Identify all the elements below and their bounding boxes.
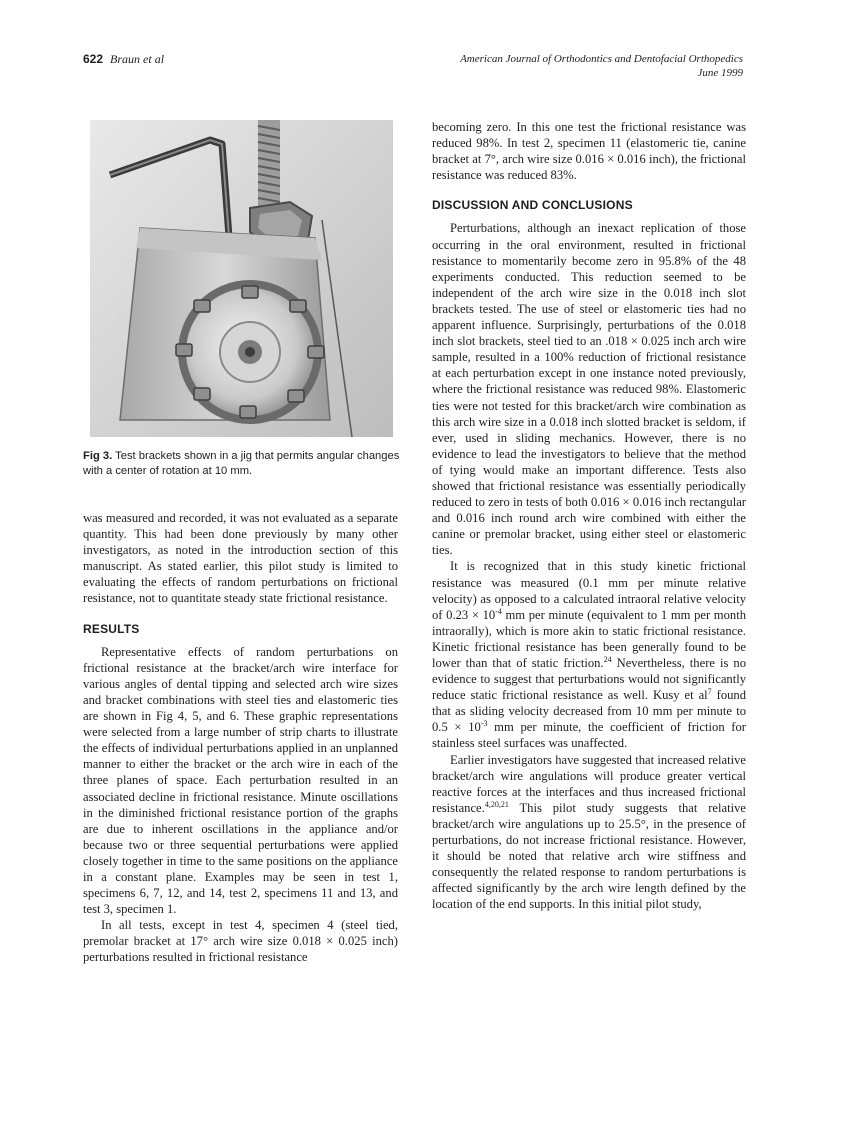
text-run: Earlier investigators have suggested that increased relative bracket/arch wire angulations will produce greater vertical reactive forces at the interfaces and thus increased frictional resistance. [432,752,746,815]
results-paragraph-1: Representative effects of random perturbations on frictional resistance at the bracket/arch wire interface for various angles of dental tipping and selected arch wire sizes and bracket combinations with steel ties and elastomeric ties are shown in Fig 4, 5, and 6. These graphic representations were selected from a large number of strip charts to illustrate the effects of individual perturbations applied in an unplanned manner to either the bracket or the arch wire in each of the three planes of space. Each perturbation resulted in an associated decline in frictional resistance. Minute oscillations in the diminished frictional resistance portion of the graphs are due to inherent oscillations in the appliance and/or because two or three sequential perturbations were applied closely together in time to the same positions on the appliance in a constant plane. Examples may be seen in test 1, specimens 6, 7, 12, and 14, test 2, specimens 11 and 13, and test 3, specimen 1. [83,644,398,917]
text-run: This pilot study suggests that relative bracket/arch wire angulations up to 25.5°, in the presence of perturbations, do not increase frictional resistance. However, it should be noted that relative arch wire stiffness and consequently the related response to random perturbations is affected significantly by the arch wire length defined by the location of the end supports. In this initial pilot study, [432,800,746,912]
figure-caption [83,449,403,479]
text-run: mm per minute, the coefficient of friction for stainless steel surfaces was unaffected. [432,720,746,751]
reference-citation: 24 [603,654,612,664]
running-header-right [460,52,743,80]
text-run: found that as sliding velocity decreased from 10 mm per minute to 0.5 × 10 [432,688,747,735]
page-number: 622 [83,52,104,66]
left-paragraph-1: was measured and recorded, it was not evaluated as a separate quantity. This had been done previously by many other investigators, as noted in the introduction section of this manuscript. As stated earlier, this pilot study is limited to evaluating the effects of random perturbations on frictional resistance, not to quantitate steady state frictional resistance. [83,511,398,606]
discussion-paragraph-2 [432,558,746,751]
issue-date: June 1999 [697,67,743,79]
running-header-left [83,52,164,67]
text-run: It is recognized that in this study kinetic frictional resistance was measured (0.1 mm per minute relative velocity) as opposed to a calculated intraoral relative velocity of 0.23 × 10 [432,559,746,622]
results-heading: RESULTS [83,621,140,636]
left-column [83,510,398,966]
text-run: Nevertheless, there is no evidence to suggest that perturbations would not significantly reduce static frictional resistance as well. Kusy et al [432,656,746,703]
running-authors: Braun et al [110,52,165,66]
discussion-paragraph-3 [432,752,746,913]
text-run: mm per minute (equivalent to 1 mm per month intraorally), which is more akin to static frictional resistance. Kinetic frictional resistance has been generally found to be lower than that of static friction. [432,607,746,670]
figure-caption-text: Test brackets shown in a jig that permits angular changes with a center of rotation at 10 mm. [83,450,400,477]
figure-photo [90,120,393,437]
reference-citation: 7 [707,687,712,696]
discussion-heading: DISCUSSION AND CONCLUSIONS [432,198,633,213]
figure-label: Fig 3. [83,450,113,462]
journal-title: American Journal of Orthodontics and Dentofacial Orthopedics [460,53,743,65]
exponent: -3 [480,719,488,729]
results-paragraph-2: In all tests, except in test 4, specimen 4 (steel tied, premolar bracket at 17° arch wire size 0.018 × 0.025 inch) perturbations resulted in frictional resistance [83,918,398,965]
discussion-paragraph-1: Perturbations, although an inexact replication of those occurring in the oral environment, resulted in frictional resistance to momentarily become zero in 95.8% of the 48 experiments conducted. This reduction seemed to be independent of the arch wire size in the 0.018 inch slot brackets tested. The use of steel or elastomeric ties had no apparent influence. Surprisingly, perturbations of the 0.018 inch slot brackets, steel tied to an .018 × 0.025 inch arch wire sample, resulted in a 100% reduction of frictional resistance at each perturbation except in one instance noted previously, where the frictional resistance was reduced 98%. Elastomeric ties were not tested for this bracket/arch wire combination as this arch wire size in a 0.018 inch slotted bracket is seldom, if ever, used in sliding mechanics. However, there is no evidence to lead the investigators to believe that the method of tying would make an important difference. Tests also showed that frictional resistance was essentially periodically reduced to zero in tests of both 0.016 × 0.016 inch rectangular and 0.016 inch round arch wire combined with either the canine or premolar bracket, using either steel or elastomeric ties. [432,221,746,558]
reference-citation: 4,20,21 [484,799,509,809]
right-column [432,119,746,913]
exponent: -4 [495,606,502,616]
right-paragraph-1: becoming zero. In this one test the frictional resistance was reduced 98%. In test 2, specimen 11 (elastomeric tie, canine bracket at 7°, arch wire size 0.016 × 0.016 inch), the frictional resistance was reduced 83%. [432,120,746,183]
